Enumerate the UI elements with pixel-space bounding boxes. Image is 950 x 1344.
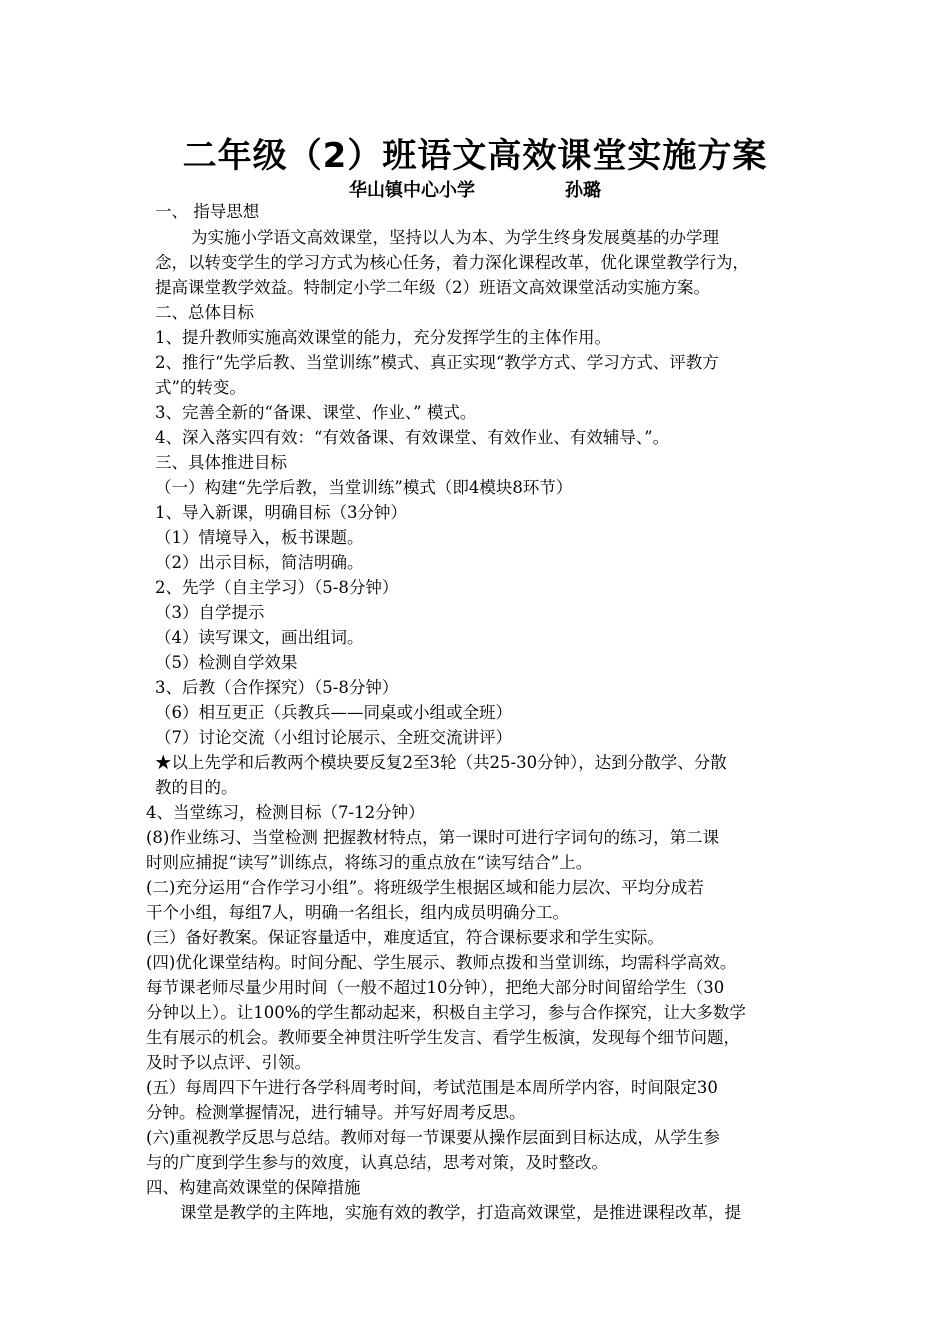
school-name: 华山镇中心小学 bbox=[349, 180, 475, 201]
section-heading: 四、构建高效课堂的保障措施 bbox=[146, 1178, 361, 1197]
note-line: 教的目的。 bbox=[155, 778, 238, 797]
paragraph-line: 3、完善全新的“备课、课堂、作业、” 模式。 bbox=[155, 403, 477, 422]
byline bbox=[0, 176, 950, 202]
list-item: 1、导入新课，明确目标（3分钟） bbox=[155, 503, 407, 522]
section-heading: 二、总体目标 bbox=[155, 303, 254, 322]
section-heading: 一、 指导思想 bbox=[155, 202, 260, 221]
paragraph-line: (8)作业练习、当堂检测 把握教材特点，第一课时可进行字词句的练习，第二课 bbox=[146, 828, 720, 847]
list-item: 2、先学（自主学习）（5-8分钟） bbox=[155, 578, 399, 597]
list-item: （2）出示目标，简洁明确。 bbox=[155, 553, 364, 572]
paragraph-line: (四)优化课堂结构。时间分配、学生展示、教师点拨和当堂训练，均需科学高效。 bbox=[146, 953, 737, 972]
list-item: （5）检测自学效果 bbox=[155, 653, 298, 672]
paragraph-line: 2、推行“先学后教、当堂训练”模式、真正实现“教学方式、学习方式、评教方 bbox=[155, 353, 719, 372]
paragraph-line: 生有展示的机会。教师要全神贯注听学生发言、看学生板演，发现每个细节问题， bbox=[146, 1028, 740, 1047]
paragraph-line: (二)充分运用“合作学习小组”。将班级学生根据区域和能力层次、平均分成若 bbox=[146, 878, 704, 897]
list-item: （1）情境导入，板书课题。 bbox=[155, 528, 364, 547]
paragraph-line: 与的广度到学生参与的效度，认真总结，思考对策，及时整改。 bbox=[146, 1153, 608, 1172]
note-line: ★以上先学和后教两个模块要反复2至3轮（共25-30分钟），达到分散学、分散 bbox=[155, 753, 727, 772]
list-item: （3）自学提示 bbox=[155, 603, 265, 622]
list-item: 4、当堂练习，检测目标（7-12分钟） bbox=[146, 803, 425, 822]
paragraph-line: 式”的转变。 bbox=[155, 378, 246, 397]
subsection-heading: （一）构建“先学后教，当堂训练”模式（即4模块8环节） bbox=[155, 478, 573, 497]
paragraph-line: 提高课堂教学效益。特制定小学二年级（2）班语文高效课堂活动实施方案。 bbox=[155, 278, 710, 297]
paragraph-line: (五）每周四下午进行各学科周考时间，考试范围是本周所学内容，时间限定30 bbox=[146, 1078, 718, 1097]
paragraph-line: 分钟以上）。让100%的学生都动起来，积极自主学习，参与合作探究，让大多数学 bbox=[146, 1003, 746, 1022]
paragraph-line: 4、深入落实四有效：“有效备课、有效课堂、有效作业、有效辅导、”。 bbox=[155, 428, 670, 447]
list-item: 3、后教（合作探究）（5-8分钟） bbox=[155, 678, 399, 697]
page-title: 二年级（2）班语文高效课堂实施方案 bbox=[182, 136, 768, 176]
paragraph-line: 1、提升教师实施高效课堂的能力，充分发挥学生的主体作用。 bbox=[155, 328, 611, 347]
list-item: （6）相互更正（兵教兵——同桌或小组或全班） bbox=[155, 703, 512, 722]
paragraph-line: 时则应捕捉“读写”训练点，将练习的重点放在“读写结合”上。 bbox=[146, 853, 593, 872]
paragraph-line: 干个小组，每组7人，明确一名组长，组内成员明确分工。 bbox=[146, 903, 569, 922]
paragraph-line: 课堂是教学的主阵地，实施有效的教学，打造高效课堂，是推进课程改革，提 bbox=[180, 1203, 741, 1222]
list-item: （7）讨论交流（小组讨论展示、全班交流讲评） bbox=[155, 728, 512, 747]
paragraph-line: 为实施小学语文高效课堂，坚持以人为本、为学生终身发展奠基的办学理 bbox=[191, 228, 719, 247]
paragraph-line: (六)重视教学反思与总结。教师对每一节课要从操作层面到目标达成，从学生参 bbox=[146, 1128, 720, 1147]
paragraph-line: 分钟。检测掌握情况，进行辅导。并写好周考反思。 bbox=[146, 1103, 526, 1122]
paragraph-line: (三）备好教案。保证容量适中，难度适宜，符合课标要求和学生实际。 bbox=[146, 928, 664, 947]
paragraph-line: 及时予以点评、引领。 bbox=[146, 1053, 311, 1072]
section-heading: 三、具体推进目标 bbox=[155, 453, 287, 472]
author-name: 孙璐 bbox=[565, 180, 601, 201]
list-item: （4）读写课文，画出组词。 bbox=[155, 628, 364, 647]
paragraph-line: 念，以转变学生的学习方式为核心任务，着力深化课程改革，优化课堂教学行为， bbox=[155, 253, 749, 272]
paragraph-line: 每节课老师尽量少用时间（一般不超过10分钟），把绝大部分时间留给学生（30 bbox=[146, 978, 725, 997]
